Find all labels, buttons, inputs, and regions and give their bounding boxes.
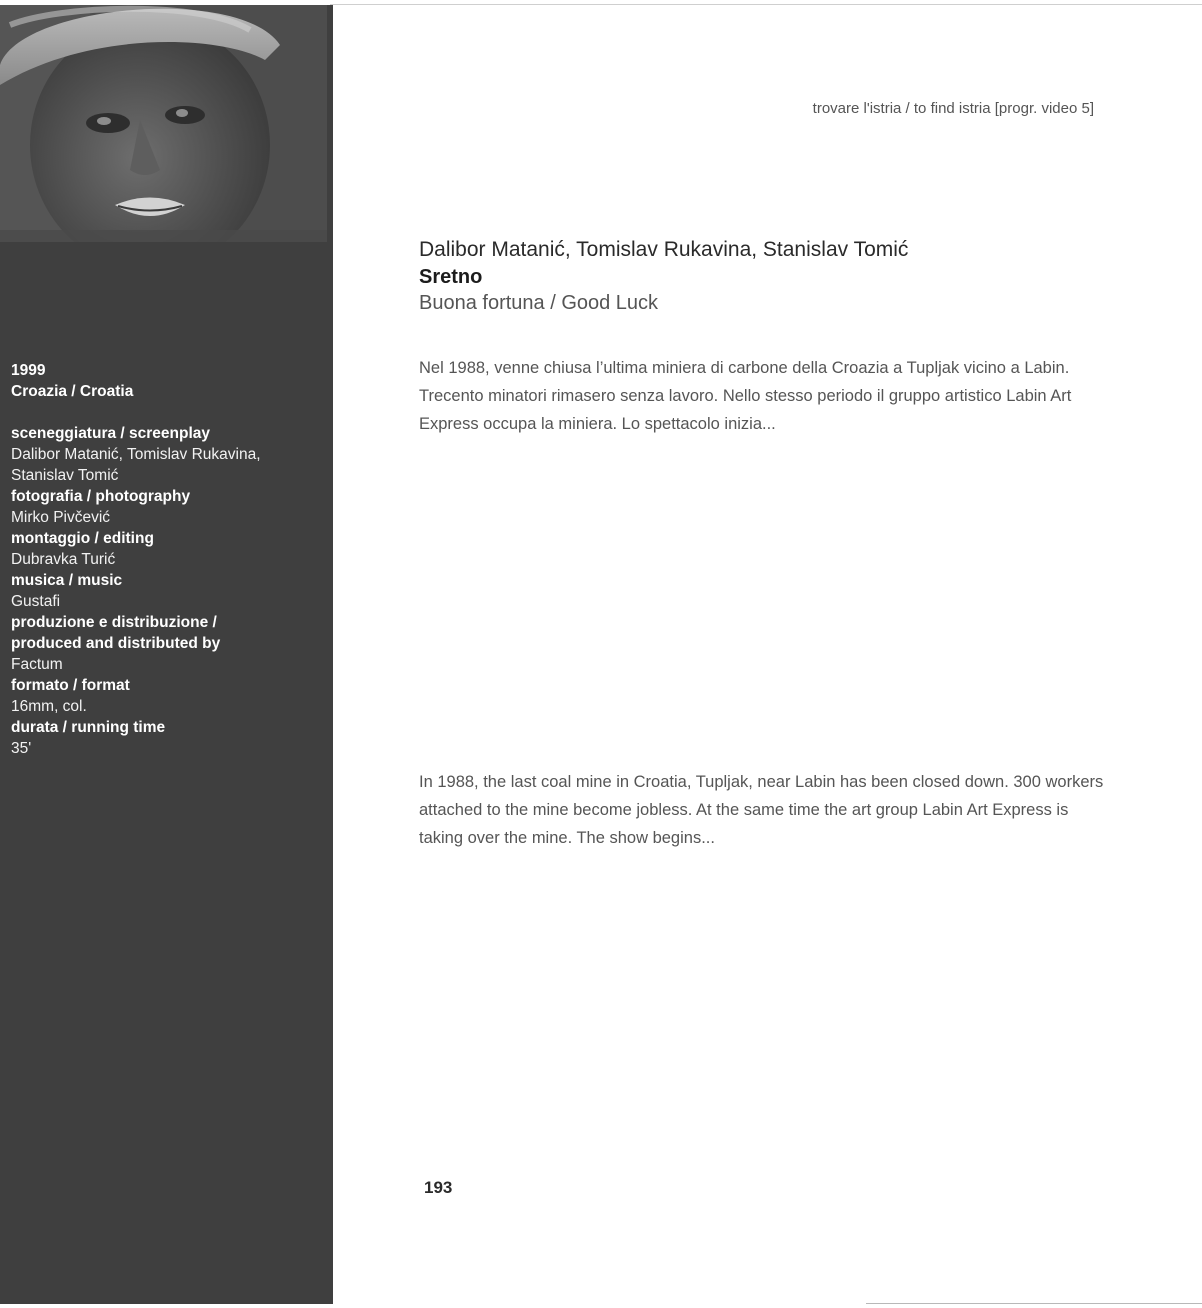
running-time-label: durata / running time [11,719,166,736]
screenplay-label: sceneggiatura / screenplay [11,425,211,442]
credits-block [11,360,311,759]
format-value: 16mm, col. [11,698,87,715]
scan-edge-top [330,4,1202,5]
section-header: trovare l'istria / to find istria [progr. video 5] [812,100,1094,117]
screenplay-value-line2: Stanislav Tomić [11,467,119,484]
synopsis-italian: Nel 1988, venne chiusa l’ultima miniera di carbone della Croazia a Tupljak vicino a Labin. Trecento minatori rimasero senza lavoro. Nello stesso periodo il gruppo artistico Labin Art Express occupa la miniera. Lo spettacolo inizia... [419,359,1072,433]
production-label-line1: produzione e distribuzione / [11,614,217,631]
editing-value: Dubravka Turić [11,551,116,568]
production-label-line2: produced and distributed by [11,635,221,652]
synopsis-english: In 1988, the last coal mine in Croatia, Tupljak, near Labin has been closed down. 300 workers attached to the mine become jobless. At the same time the art group Labin Art Express is taking over the mine. The show begins... [419,773,1104,847]
music-value: Gustafi [11,593,61,610]
photography-value: Mirko Pivčević [11,509,111,526]
credits-spacer [11,402,311,423]
screenplay-value-line1: Dalibor Matanić, Tomislav Rukavina, [11,446,261,463]
sidebar-credits-panel [0,5,333,1304]
editing-label: montaggio / editing [11,530,154,547]
miner-portrait-image [0,5,327,242]
music-label: musica / music [11,572,123,589]
film-title: Sretno [419,266,483,288]
scan-edge-bottom [866,1303,1202,1304]
film-still-photo [0,5,327,242]
film-authors: Dalibor Matanić, Tomislav Rukavina, Stanislav Tomić [419,238,909,261]
photography-label: fotografia / photography [11,488,191,505]
year: 1999 [11,362,46,379]
format-label: formato / format [11,677,130,694]
production-value: Factum [11,656,63,673]
country: Croazia / Croatia [11,383,134,400]
page-number: 193 [424,1178,453,1197]
film-subtitle: Buona fortuna / Good Luck [419,292,659,314]
running-time-value: 35' [11,740,32,757]
